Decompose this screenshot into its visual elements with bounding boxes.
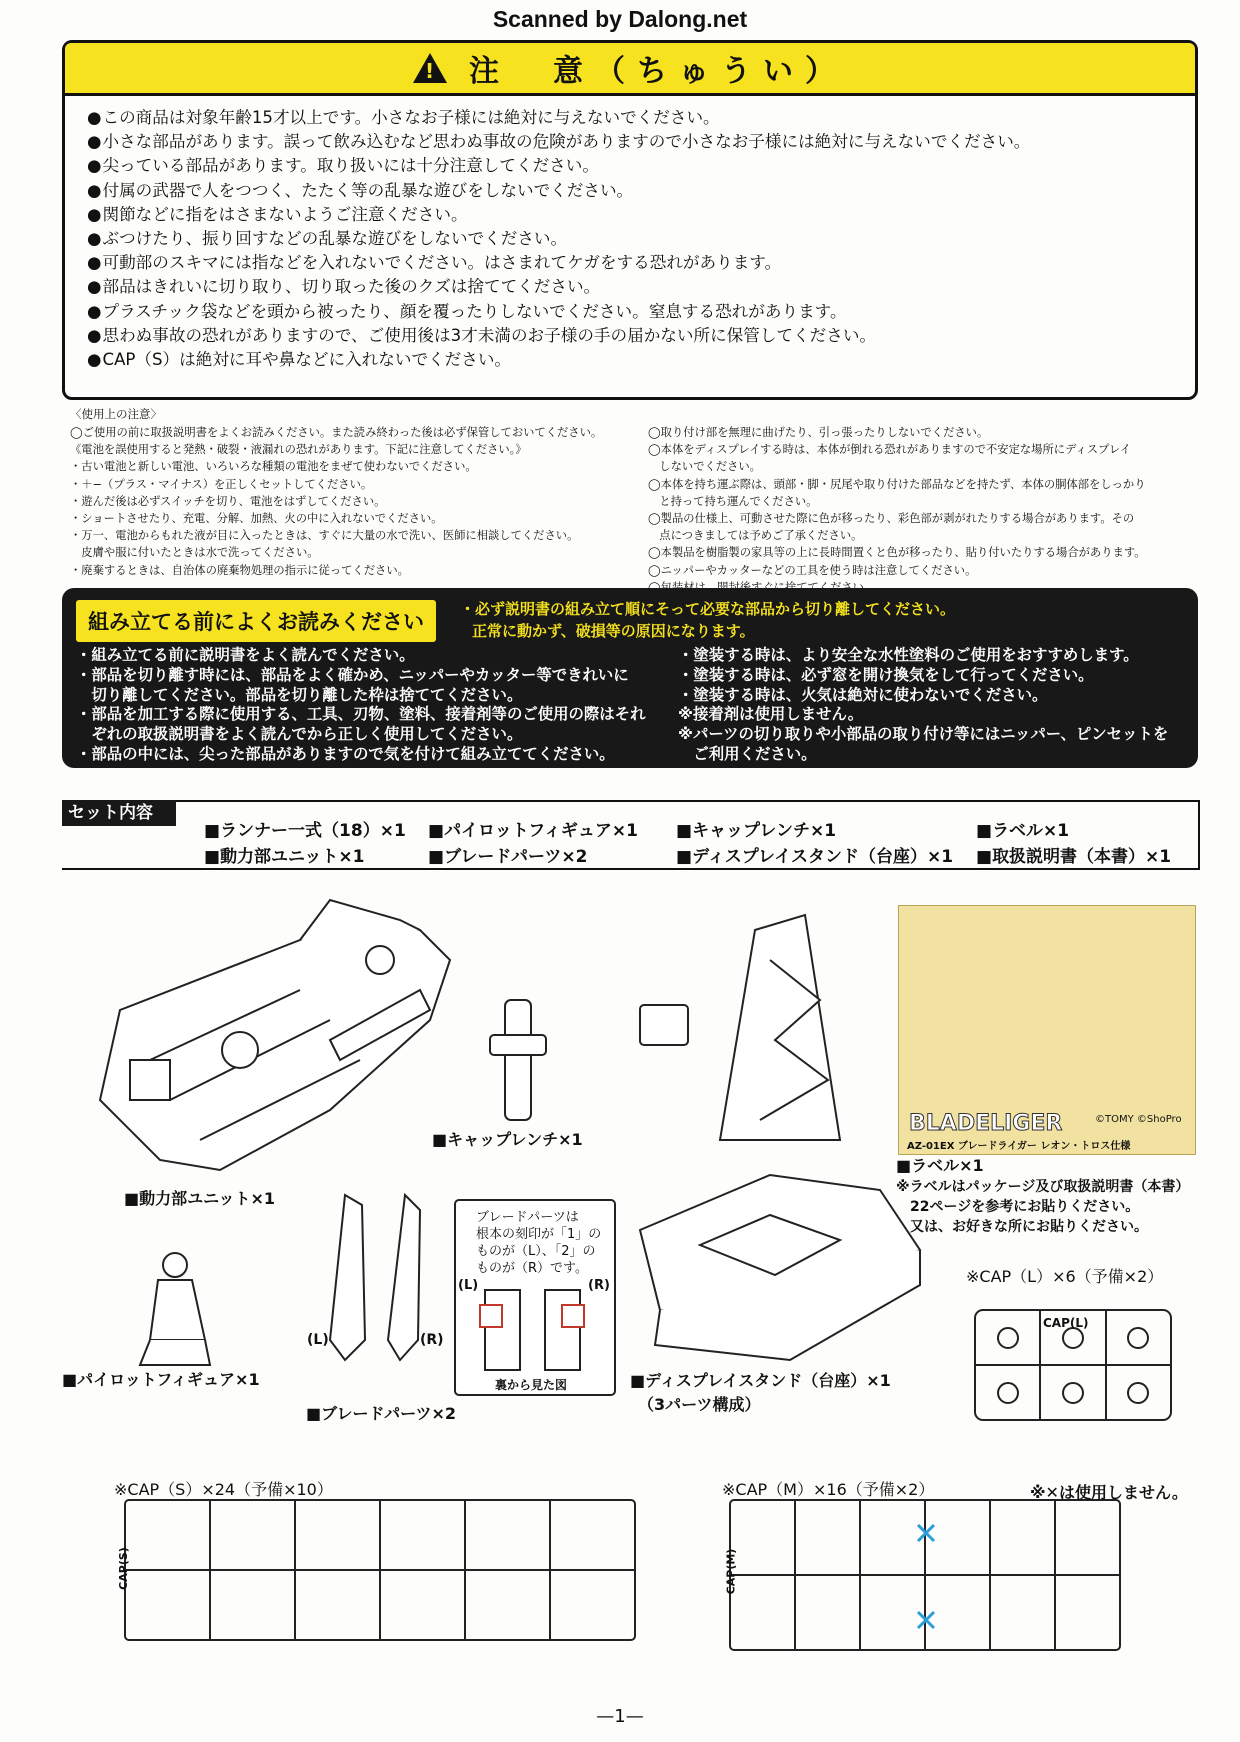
pilot-figure-drawing <box>140 1253 210 1365</box>
assembly-line: ・部品を加工する際に使用する、工具、刃物、塗料、接着剤等のご使用の際はそれ <box>76 705 646 724</box>
power-unit-drawing <box>100 900 450 1170</box>
caution-item: ● プラスチック袋などを頭から被ったり、顔を覆ったりしないでください。窒息する恐れがあります。 <box>87 300 1187 324</box>
usage-line: ・遊んだ後は必ずスイッチを切り、電池をはずしてください。 <box>70 494 386 508</box>
assembly-line: ※パーツの切り取りや小部品の取り付け等にはニッパー、ピンセットを <box>678 725 1169 744</box>
caution-item: ● 小さな部品があります。誤って飲み込むなど思わぬ事故の危険がありますので小さなお子様には絶対に与えないでください。 <box>87 130 1187 154</box>
cap-m-title: ※CAP（M）×16（予備×2） <box>722 1480 935 1499</box>
blade-back-view-caption: 裏から見た図 <box>495 1378 568 1392</box>
cap-l-title: ※CAP（L）×6（予備×2） <box>966 1267 1164 1286</box>
decal-copyright: ©TOMY ©ShoPro <box>1095 1114 1182 1125</box>
usage-line: ・＋−（プラス・マイナス）を正しくセットしてください。 <box>70 477 373 491</box>
usage-line: 皮膚や服に付いたときは水で洗ってください。 <box>70 546 319 560</box>
set-item-label: ディスプレイスタンド（台座）×1 <box>692 847 954 867</box>
caution-item: ● 可動部のスキマには指などを入れないでください。はさまれてケガをする恐れがあります。 <box>87 251 1187 275</box>
usage-line: しないでください。 <box>648 460 761 474</box>
usage-line: ◯本製品を樹脂製の家具等の上に長時間置くと色が移ったり、貼り付いたりする場合があります。 <box>648 546 1146 560</box>
assembly-line: ・塗装する時は、火気は絶対に使わないでください。 <box>678 685 1048 704</box>
pilot-label: ■パイロットフィギュア×1 <box>62 1370 260 1389</box>
cap-m-runner <box>730 1500 1120 1650</box>
decal-sheet <box>898 905 1196 1155</box>
caution-item: ● 付属の武器で人をつつく、たたく等の乱暴な遊びをしないでください。 <box>87 179 1187 203</box>
caution-item: ● 関節などに指をはさまないようご注意ください。 <box>87 203 1187 227</box>
usage-line: ◯取り付け部を無理に曲げたり、引っ張ったりしないでください。 <box>648 426 989 439</box>
assembly-line: ・塗装する時は、より安全な水性塗料のご使用をおすすめします。 <box>678 646 1139 664</box>
cap-s-title: ※CAP（S）×24（予備×10） <box>114 1480 333 1499</box>
caution-item: ● 思わぬ事故の恐れがありますので、ご使用後は3才未満のお子様の手の届かない所に保管してください。 <box>87 324 1187 348</box>
usage-line: ◯ご使用の前に取扱説明書をよくお読みください。また読み終わった後は必ず保管しておいてください。 <box>70 426 603 439</box>
caution-item: ● CAP（S）は絶対に耳や鼻などに入れないでください。 <box>87 348 1187 372</box>
blade-note-line: ものが（R）です。 <box>476 1261 588 1276</box>
blade-label: ■ブレードパーツ×2 <box>306 1404 457 1423</box>
blade-detail-left-mark: (L) <box>458 1278 479 1293</box>
usage-line: ・古い電池と新しい電池、いろいろな種類の電池をまぜて使わないでください。 <box>70 460 477 474</box>
assembly-line: 切り離してください。部品を切り離した枠は捨ててください。 <box>76 685 523 704</box>
cap-wrench-drawing <box>490 1000 688 1120</box>
set-item-label: パイロットフィギュア×1 <box>444 821 638 841</box>
stand-base-drawing <box>640 1175 920 1360</box>
usage-line: ◯製品の仕様上、可動させた際に色が移ったり、彩色部が剥がれたりする場合があります。その <box>648 512 1135 526</box>
cap-s-runner <box>125 1500 635 1640</box>
power-unit-label: ■動力部ユニット×1 <box>124 1189 276 1208</box>
assembly-note-line: ・必ず説明書の組み立て順にそって必要な部品から切り離してください。 <box>460 600 956 618</box>
assembly-note-line: 正常に動かず、破損等の原因になります。 <box>472 622 755 640</box>
scan-credit: Scanned by Dalong.net <box>492 6 748 32</box>
page-number: —1— <box>596 1706 644 1727</box>
stand-label: ■ディスプレイスタンド（台座）×1 <box>630 1371 891 1390</box>
decal-logo: BLADELIGER <box>909 1111 1063 1136</box>
label-sheet-label: ■ラベル×1 <box>896 1156 984 1175</box>
assembly-line: ・部品の中には、尖った部品がありますので気を付けて組み立ててください。 <box>76 744 615 763</box>
assembly-line: ※接着剤は使用しません。 <box>678 705 864 724</box>
stand-sub-label: （3パーツ構成） <box>638 1395 761 1414</box>
set-item-label: ランナー一式（18）×1 <box>220 821 406 841</box>
label-note-line: ※ラベルはパッケージ及び取扱説明書（本書） <box>896 1179 1190 1195</box>
blade-detail-right-mark: (R) <box>588 1278 610 1293</box>
decal-caption: AZ-01EX ブレードライガー レオン・トロス仕様 <box>907 1141 1131 1152</box>
set-item-label: キャップレンチ×1 <box>692 821 837 841</box>
blade-note-line: 根本の刻印が「1」の <box>476 1227 602 1242</box>
usage-line: と持って持ち運んでください。 <box>648 494 818 508</box>
blade-note-line: ものが（L）、「2」の <box>476 1244 596 1259</box>
cap-l-tag: CAP(L) <box>1043 1316 1089 1330</box>
assembly-line: ・塗装する時は、必ず窓を開け換気をして行ってください。 <box>678 665 1094 684</box>
label-note-line: 又は、お好きな所にお貼りください。 <box>896 1219 1148 1235</box>
usage-line: ◯本体をディスプレイする時は、本体が倒れる恐れがありますので不安定な場所にディスプレイ <box>648 443 1131 457</box>
blade-right-mark: (R) <box>420 1332 444 1348</box>
unused-note: ※✕は使用しません。 <box>1030 1483 1188 1502</box>
assembly-title: 組み立てる前によくお読みください <box>76 600 436 642</box>
set-item-label: 動力部ユニット×1 <box>220 847 365 867</box>
caution-item: ● ぶつけたり、振り回すなどの乱暴な遊びをしないでください。 <box>87 227 1187 251</box>
caution-title: 注 意（ちゅうい） <box>469 54 847 89</box>
set-item-label: ラベル×1 <box>992 821 1070 841</box>
usage-line: ・廃棄するときは、自治体の廃棄物処理の指示に従ってください。 <box>70 563 409 577</box>
cap-s-tag: CAP(S) <box>116 1547 130 1590</box>
usage-line: ◯本体を持ち運ぶ際は、頭部・脚・尻尾や取り付けた部品などを持たず、本体の胴体部をしっかり <box>648 477 1146 491</box>
assembly-line: ご利用ください。 <box>678 744 817 763</box>
usage-line: ・ショートさせたり、充電、分解、加熱、火の中に入れないでください。 <box>70 512 443 526</box>
usage-heading: 〈使用上の注意〉 <box>70 407 162 421</box>
caution-item: ● 部品はきれいに切り取り、切り取った後のクズは捨ててください。 <box>87 275 1187 299</box>
cap-wrench-label: ■キャップレンチ×1 <box>432 1130 583 1149</box>
blade-note-line: ブレードパーツは <box>476 1210 579 1225</box>
set-item-label: 取扱説明書（本書）×1 <box>992 847 1172 867</box>
set-contents-tab: セット内容 <box>62 800 176 826</box>
caution-item: ● この商品は対象年齢15才以上です。小さなお子様には絶対に与えないでください。 <box>87 106 1187 130</box>
assembly-line: ・組み立てる前に説明書をよく読んでください。 <box>76 646 415 664</box>
assembly-line: ・部品を切り離す時には、部品をよく確かめ、ニッパーやカッター等できれいに <box>76 665 629 684</box>
stand-pillar-drawing <box>720 915 840 1140</box>
blade-parts-drawing <box>330 1195 420 1360</box>
usage-line: ◯ニッパーやカッターなどの工具を使う時は注意してください。 <box>648 563 977 577</box>
caution-item: ● 尖っている部品があります。取り扱いには十分注意してください。 <box>87 154 1187 178</box>
usage-line: ・万一、電池からもれた液が目に入ったときは、すぐに大量の水で洗い、医師に相談してください。 <box>70 529 579 543</box>
cap-m-tag: CAP(M) <box>724 1548 738 1595</box>
label-note-line: 22ページを参考にお貼りください。 <box>896 1199 1140 1215</box>
set-item-label: ブレードパーツ×2 <box>444 847 588 867</box>
blade-left-mark: (L) <box>307 1332 329 1348</box>
usage-line: 《電池を誤使用すると発熱・破裂・液漏れの恐れがあります。下記に注意してください。》 <box>70 443 527 457</box>
usage-line: 点につきましては予めご了承ください。 <box>648 529 863 543</box>
assembly-line: ぞれの取扱説明書をよく読んでから正しく使用してください。 <box>76 725 523 744</box>
